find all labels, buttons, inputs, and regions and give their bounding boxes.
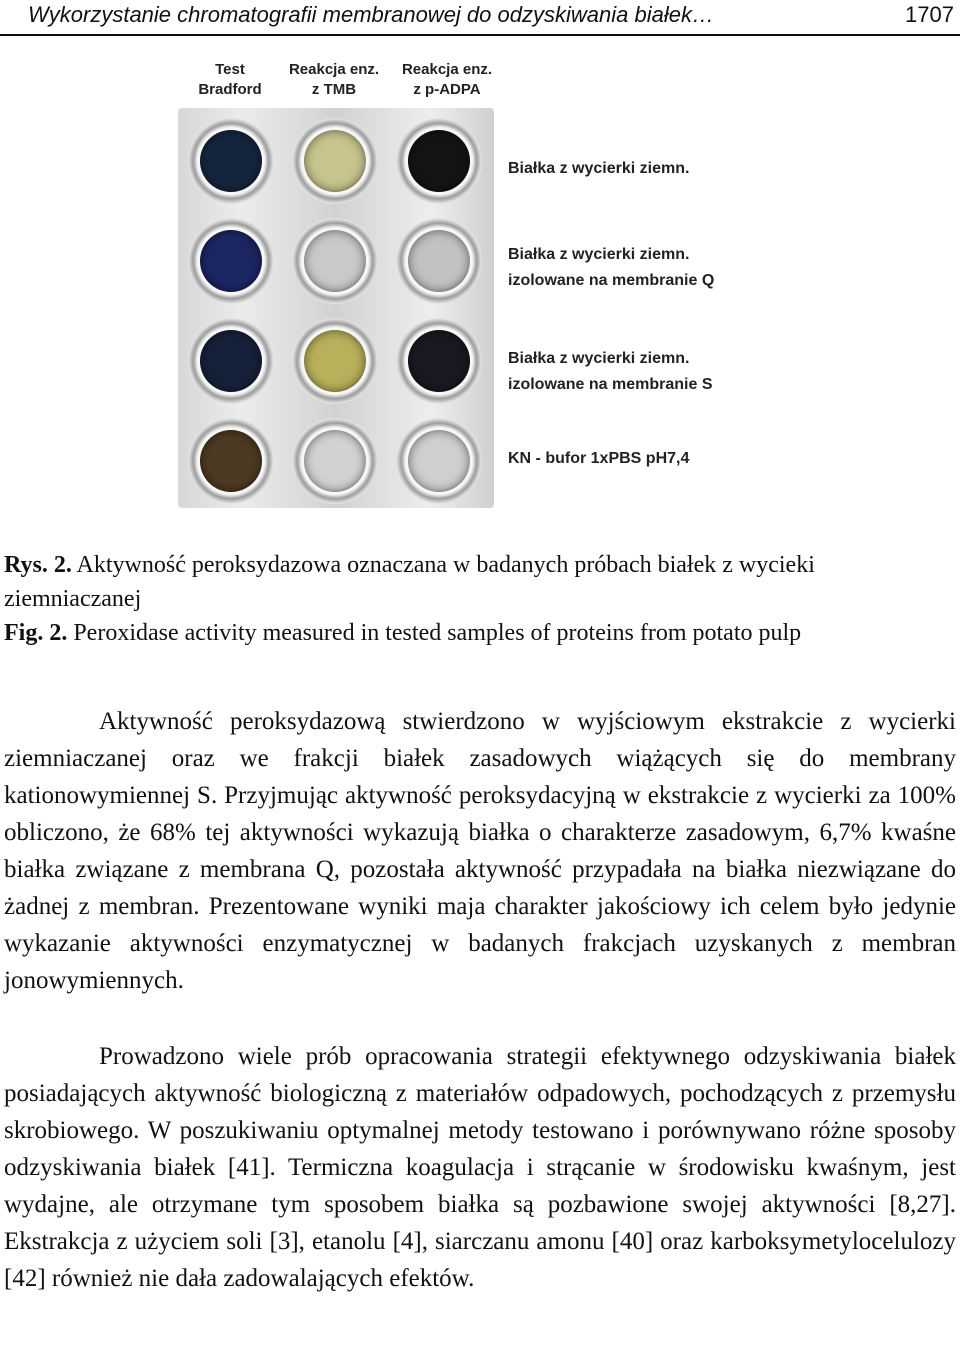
well-r1-bradford: [188, 118, 274, 204]
row-label-line: Białka z wycierki ziemn.: [508, 160, 690, 177]
row-label-line: KN - bufor 1xPBS pH7,4: [508, 450, 690, 467]
body-paragraph-1: Aktywność peroksydazową stwierdzono w wyjściowym ekstrakcie z wycierki ziemniaczanej oraz we frakcji białek zasadowych wiążących się do membrany kationowymiennej S. Przyjmując aktywność peroksydacyjną w ekstrakcie z wycierki za 100% obliczono, że 68% tej aktywności wykazują białka o charakterze zasadowym, 6,7% kwaśne białka związane z membrana Q, pozostała aktywność przypadała na białka niezwiązane do żadnej z membran. Prezentowane wyniki maja charakter jakościowy ich celem było jedynie wykazanie aktywności enzymatycznej w badanych frakcjach uzyskanych z membran jonowymiennych.: [4, 708, 956, 994]
well-liquid: [200, 430, 262, 492]
well-r3-padpa: [396, 318, 482, 404]
row-label-line: izolowane na membranie Q: [508, 272, 715, 289]
well-liquid: [304, 230, 366, 292]
column-header-line: Bradford: [198, 81, 262, 98]
well-r2-padpa: [396, 218, 482, 304]
row-label-membrane-s: [508, 346, 713, 398]
well-r1-padpa: [396, 118, 482, 204]
well-liquid: [408, 430, 470, 492]
caption-english: [4, 616, 934, 650]
row-label-membrane-q: [508, 242, 714, 294]
row-label-line: Białka z wycierki ziemn.: [508, 246, 690, 263]
well-r2-tmb: [292, 218, 378, 304]
column-header-line: z TMB: [311, 81, 357, 98]
page-number: 1707: [905, 2, 954, 27]
running-title: Wykorzystanie chromatografii membranowej do odzyskiwania białek…: [28, 2, 714, 27]
row-label-control: [508, 446, 689, 472]
well-liquid: [200, 130, 262, 192]
caption-polish-text: Aktywność peroksydazowa oznaczana w badanych próbach białek z wycieki ziemniaczanej: [4, 552, 815, 612]
figure-well-plate: [178, 56, 778, 508]
column-header-line: Test: [215, 61, 245, 78]
well-r2-bradford: [188, 218, 274, 304]
well-liquid: [200, 330, 262, 392]
column-header-line: Reakcja enz.: [288, 61, 380, 78]
column-header-bradford: [178, 60, 282, 100]
well-r3-bradford: [188, 318, 274, 404]
well-liquid: [200, 230, 262, 292]
row-label-line: izolowane na membranie S: [508, 376, 713, 393]
caption-polish: [4, 548, 934, 616]
well-liquid: [304, 430, 366, 492]
well-r4-padpa: [396, 418, 482, 504]
well-liquid: [408, 230, 470, 292]
column-header-padpa: [388, 60, 506, 100]
well-r4-tmb: [292, 418, 378, 504]
column-header-line: z p-ADPA: [413, 81, 481, 98]
caption-english-text: Peroxidase activity measured in tested samples of proteins from potato pulp: [73, 620, 802, 646]
column-header-line: Reakcja enz.: [401, 61, 493, 78]
column-header-tmb: [278, 60, 390, 100]
well-liquid: [304, 130, 366, 192]
well-liquid: [408, 130, 470, 192]
well-liquid: [408, 330, 470, 392]
caption-english-label: Fig. 2.: [4, 620, 68, 646]
caption-polish-label: Rys. 2.: [4, 552, 72, 578]
body-paragraph-2: Prowadzono wiele prób opracowania strategii efektywnego odzyskiwania białek posiadających aktywność biologiczną z materiałów odpadowych, pochodzących z przemysłu skrobiowego. W poszukiwaniu optymalnej metody testowano i porównywano różne sposoby odzyskiwania białek [41]. Termiczna koagulacja i strącanie w środowisku kwaśnym, jest wydajne, ale otrzymane tym sposobem białka są pozbawione swojej aktywności [8,27]. Ekstrakcja z użyciem soli [3], etanolu [4], siarczanu amonu [40] oraz karboksymetylocelulozy [42] również nie dała zadowalających efektów.: [4, 1043, 956, 1292]
row-label-line: Białka z wycierki ziemn.: [508, 350, 690, 367]
well-r1-tmb: [292, 118, 378, 204]
running-header: [0, 0, 960, 36]
well-liquid: [304, 330, 366, 392]
well-r3-tmb: [292, 318, 378, 404]
well-r4-bradford: [188, 418, 274, 504]
row-label-extract: [508, 156, 689, 182]
